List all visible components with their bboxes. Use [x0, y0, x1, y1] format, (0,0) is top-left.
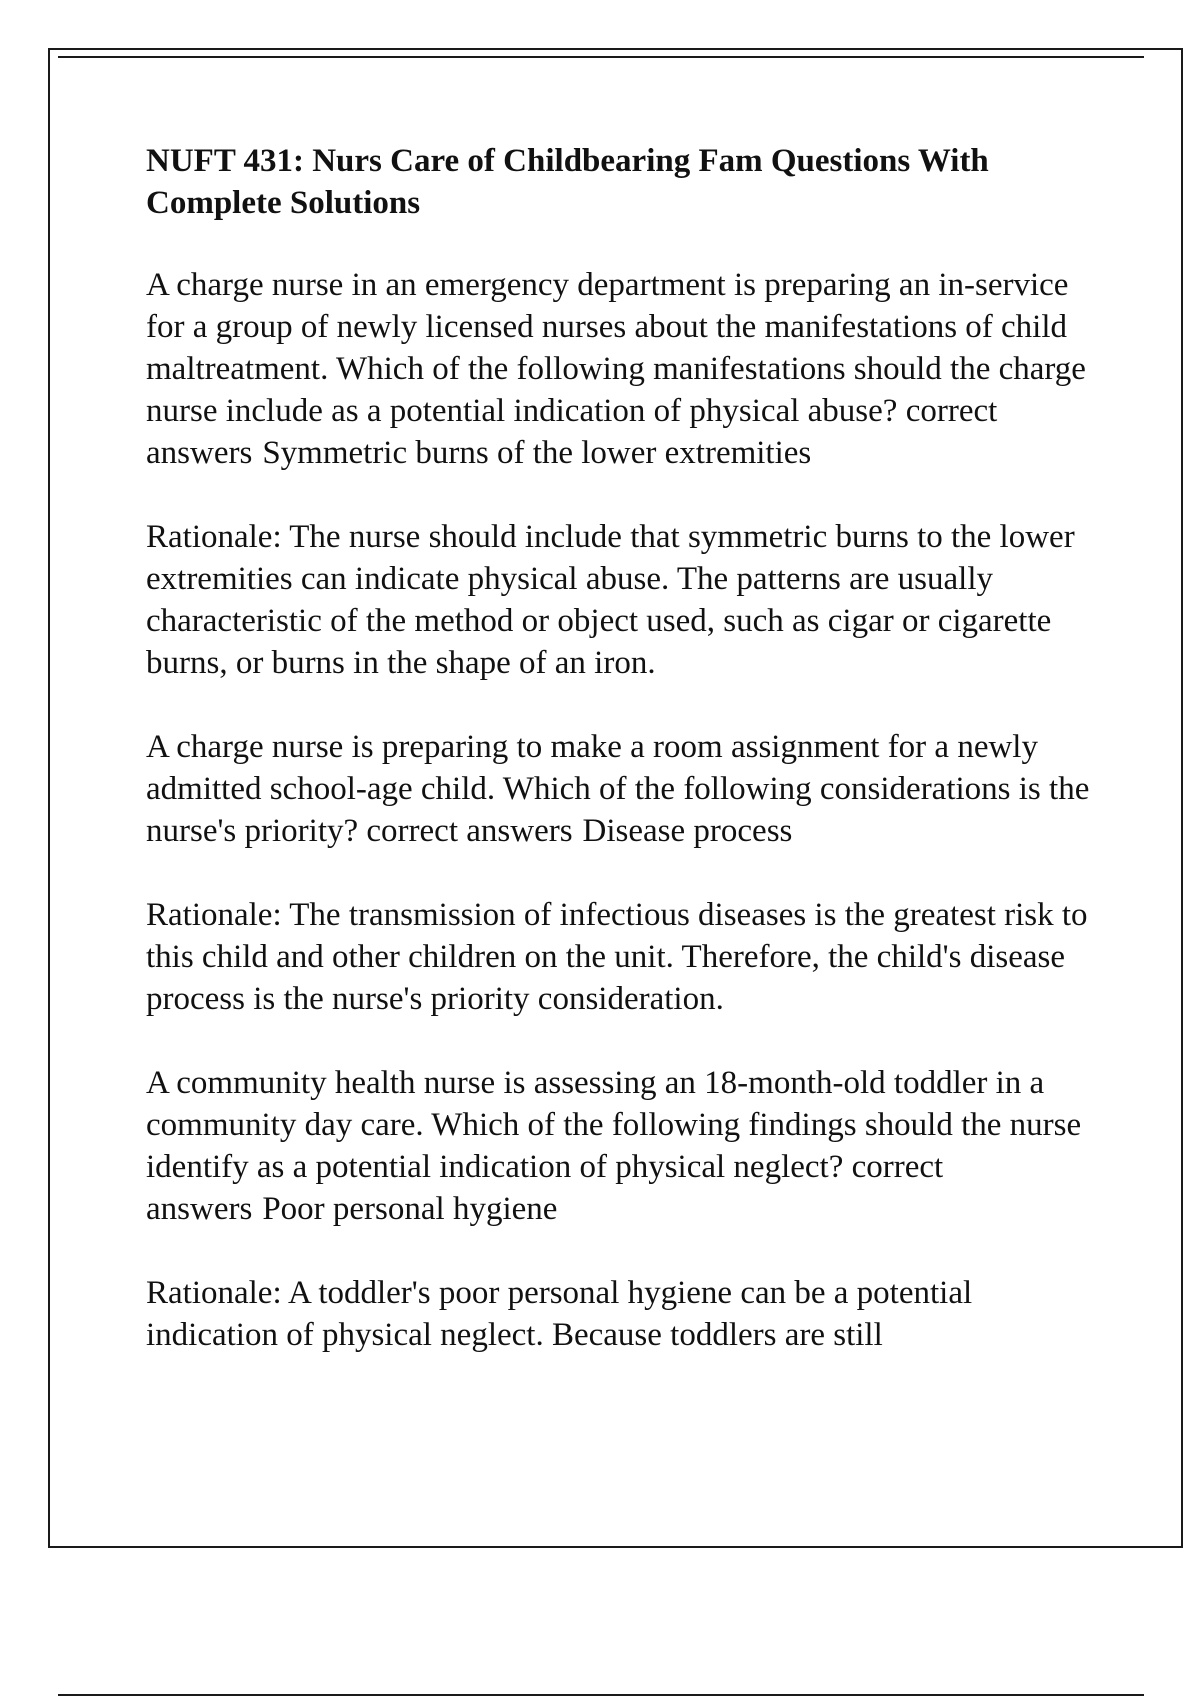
- rationale-1: Rationale: The nurse should include that symmetric burns to the lower extremities can indicate physical abuse. The patterns are usually characteristic of the method or object used, such as cigar or cigarette burns, or burns in the shape of an iron.: [146, 519, 1075, 681]
- question-3-answer: Poor personal hygiene: [262, 1191, 558, 1227]
- document-body: [146, 140, 1096, 1398]
- bottom-rule: [58, 1694, 1144, 1696]
- rationale-3: Rationale: A toddler's poor personal hygiene can be a potential indication of physical neglect. Because toddlers are still: [146, 1275, 973, 1353]
- question-2-answer-label: correct answers: [366, 813, 573, 849]
- question-2: [146, 726, 1096, 852]
- question-1-answer: Symmetric burns of the lower extremities: [262, 435, 812, 471]
- question-1-text: A charge nurse in an emergency department is preparing an in-service for a group of newly licensed nurses about the manifestations of child maltreatment. Which of the following manifestations should the charge nurse include as a potential indication of physical abuse?: [146, 267, 1086, 429]
- question-3: [146, 1062, 1096, 1230]
- top-rule: [58, 56, 1144, 58]
- question-2-answer: Disease process: [582, 813, 793, 849]
- question-2-text: A charge nurse is preparing to make a room assignment for a newly admitted school-age child. Which of the following considerations is the nurse's priority?: [146, 729, 1090, 849]
- rationale-2: Rationale: The transmission of infectious diseases is the greatest risk to this child and other children on the unit. Therefore, the child's disease process is the nurse's priority consideration.: [146, 897, 1088, 1017]
- question-3-text: A community health nurse is assessing an 18-month-old toddler in a community day care. Which of the following findings should the nurse identify as a potential indication of physical neglect?: [146, 1065, 1082, 1185]
- question-1: [146, 264, 1096, 474]
- document-title: NUFT 431: Nurs Care of Childbearing Fam Questions With Complete Solutions: [146, 143, 989, 221]
- question-3-answer-label: correct answers: [146, 1149, 944, 1227]
- question-1-answer-label: correct answers: [146, 393, 998, 471]
